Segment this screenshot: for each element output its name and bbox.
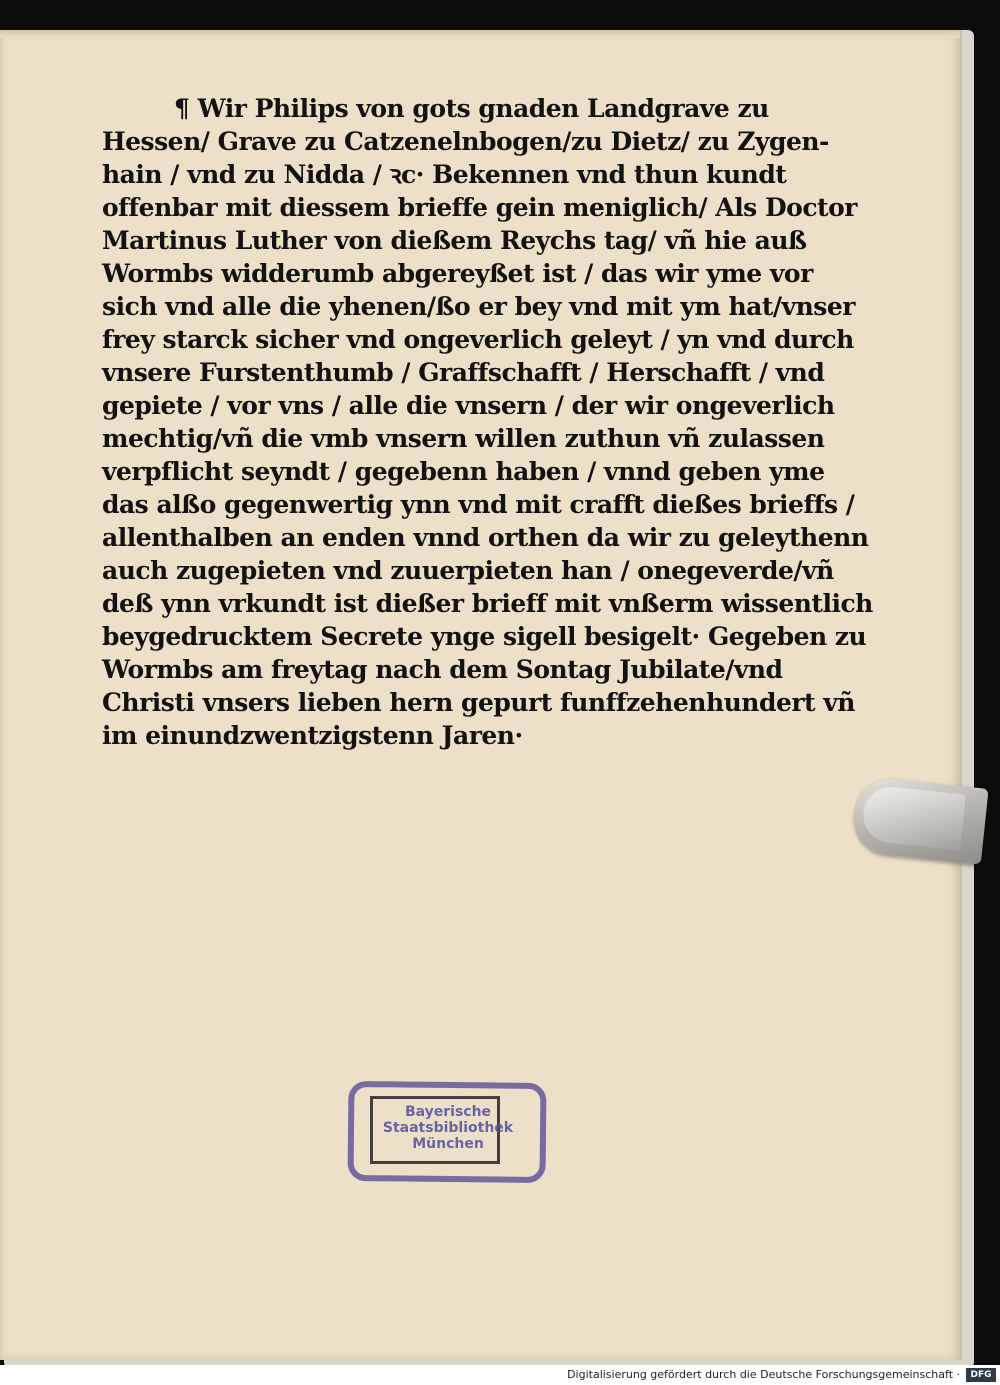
text-line: hain / vnd zu Nidda / ꝛc· Bekennen vnd thun kundt <box>102 160 787 189</box>
text-line: Martinus Luther von dießem Reychs tag/ vñ hie auß <box>102 226 807 255</box>
dfg-logo: DFG <box>966 1368 996 1382</box>
text-line: Wormbs am freytag nach dem Sontag Jubilate/vnd <box>102 655 783 684</box>
text-line: verpflicht seyndt / gegebenn haben / vnnd geben yme <box>102 457 825 486</box>
text-line: sich vnd alle die yhenen/ßo er bey vnd mit ym hat/vnser <box>102 292 855 321</box>
funding-credit: Digitalisierung gefördert durch die Deutsche Forschungsgemeinschaft · <box>567 1368 960 1381</box>
text-line: im einundzwentzigstenn Jaren· <box>102 721 523 750</box>
text-line: gepiete / vor vns / alle die vnsern / der wir ongeverlich <box>102 391 835 420</box>
text-line: mechtig/vñ die vmb vnsern willen zuthun vñ zulassen <box>102 424 825 453</box>
text-line: Wormbs widderumb abgereyßet ist / das wir yme vor <box>102 259 813 288</box>
letter-text <box>102 92 873 752</box>
footer-bar <box>0 1365 1000 1385</box>
text-line: frey starck sicher vnd ongeverlich geleyt / yn vnd durch <box>102 325 854 354</box>
text-line: das alßo gegenwertig ynn vnd mit crafft dießes brieffs / <box>102 490 855 519</box>
text-line: auch zugepieten vnd zuuerpieten han / onegeverde/vñ <box>102 556 834 585</box>
text-line: vnsere Furstenthumb / Graffschafft / Herschafft / vnd <box>102 358 825 387</box>
text-line: beygedrucktem Secrete ynge sigell besigelt· Gegeben zu <box>102 622 867 651</box>
stamp-line: München <box>412 1136 484 1152</box>
text-line: deß ynn vrkundt ist dießer brieff mit vnßerm wissentlich <box>102 589 873 618</box>
clip-highlight <box>861 784 966 850</box>
stamp-line: Bayerische <box>404 1104 492 1120</box>
library-stamp <box>362 1104 534 1152</box>
text-line: offenbar mit diessem brieffe gein meniglich/ Als Doctor <box>102 193 857 222</box>
text-line: Christi vnsers lieben hern gepurt funffzehenhundert vñ <box>102 688 855 717</box>
text-line: ¶ Wir Philips von gots gnaden Landgrave zu <box>174 94 769 123</box>
text-line: allenthalben an enden vnnd orthen da wir zu geleythenn <box>102 523 869 552</box>
page-top-edge <box>0 30 960 38</box>
text-line: Hessen/ Grave zu Catzenelnbogen/zu Dietz/ zu Zygen- <box>102 127 829 156</box>
stamp-line: Staatsbibliothek <box>382 1120 514 1136</box>
